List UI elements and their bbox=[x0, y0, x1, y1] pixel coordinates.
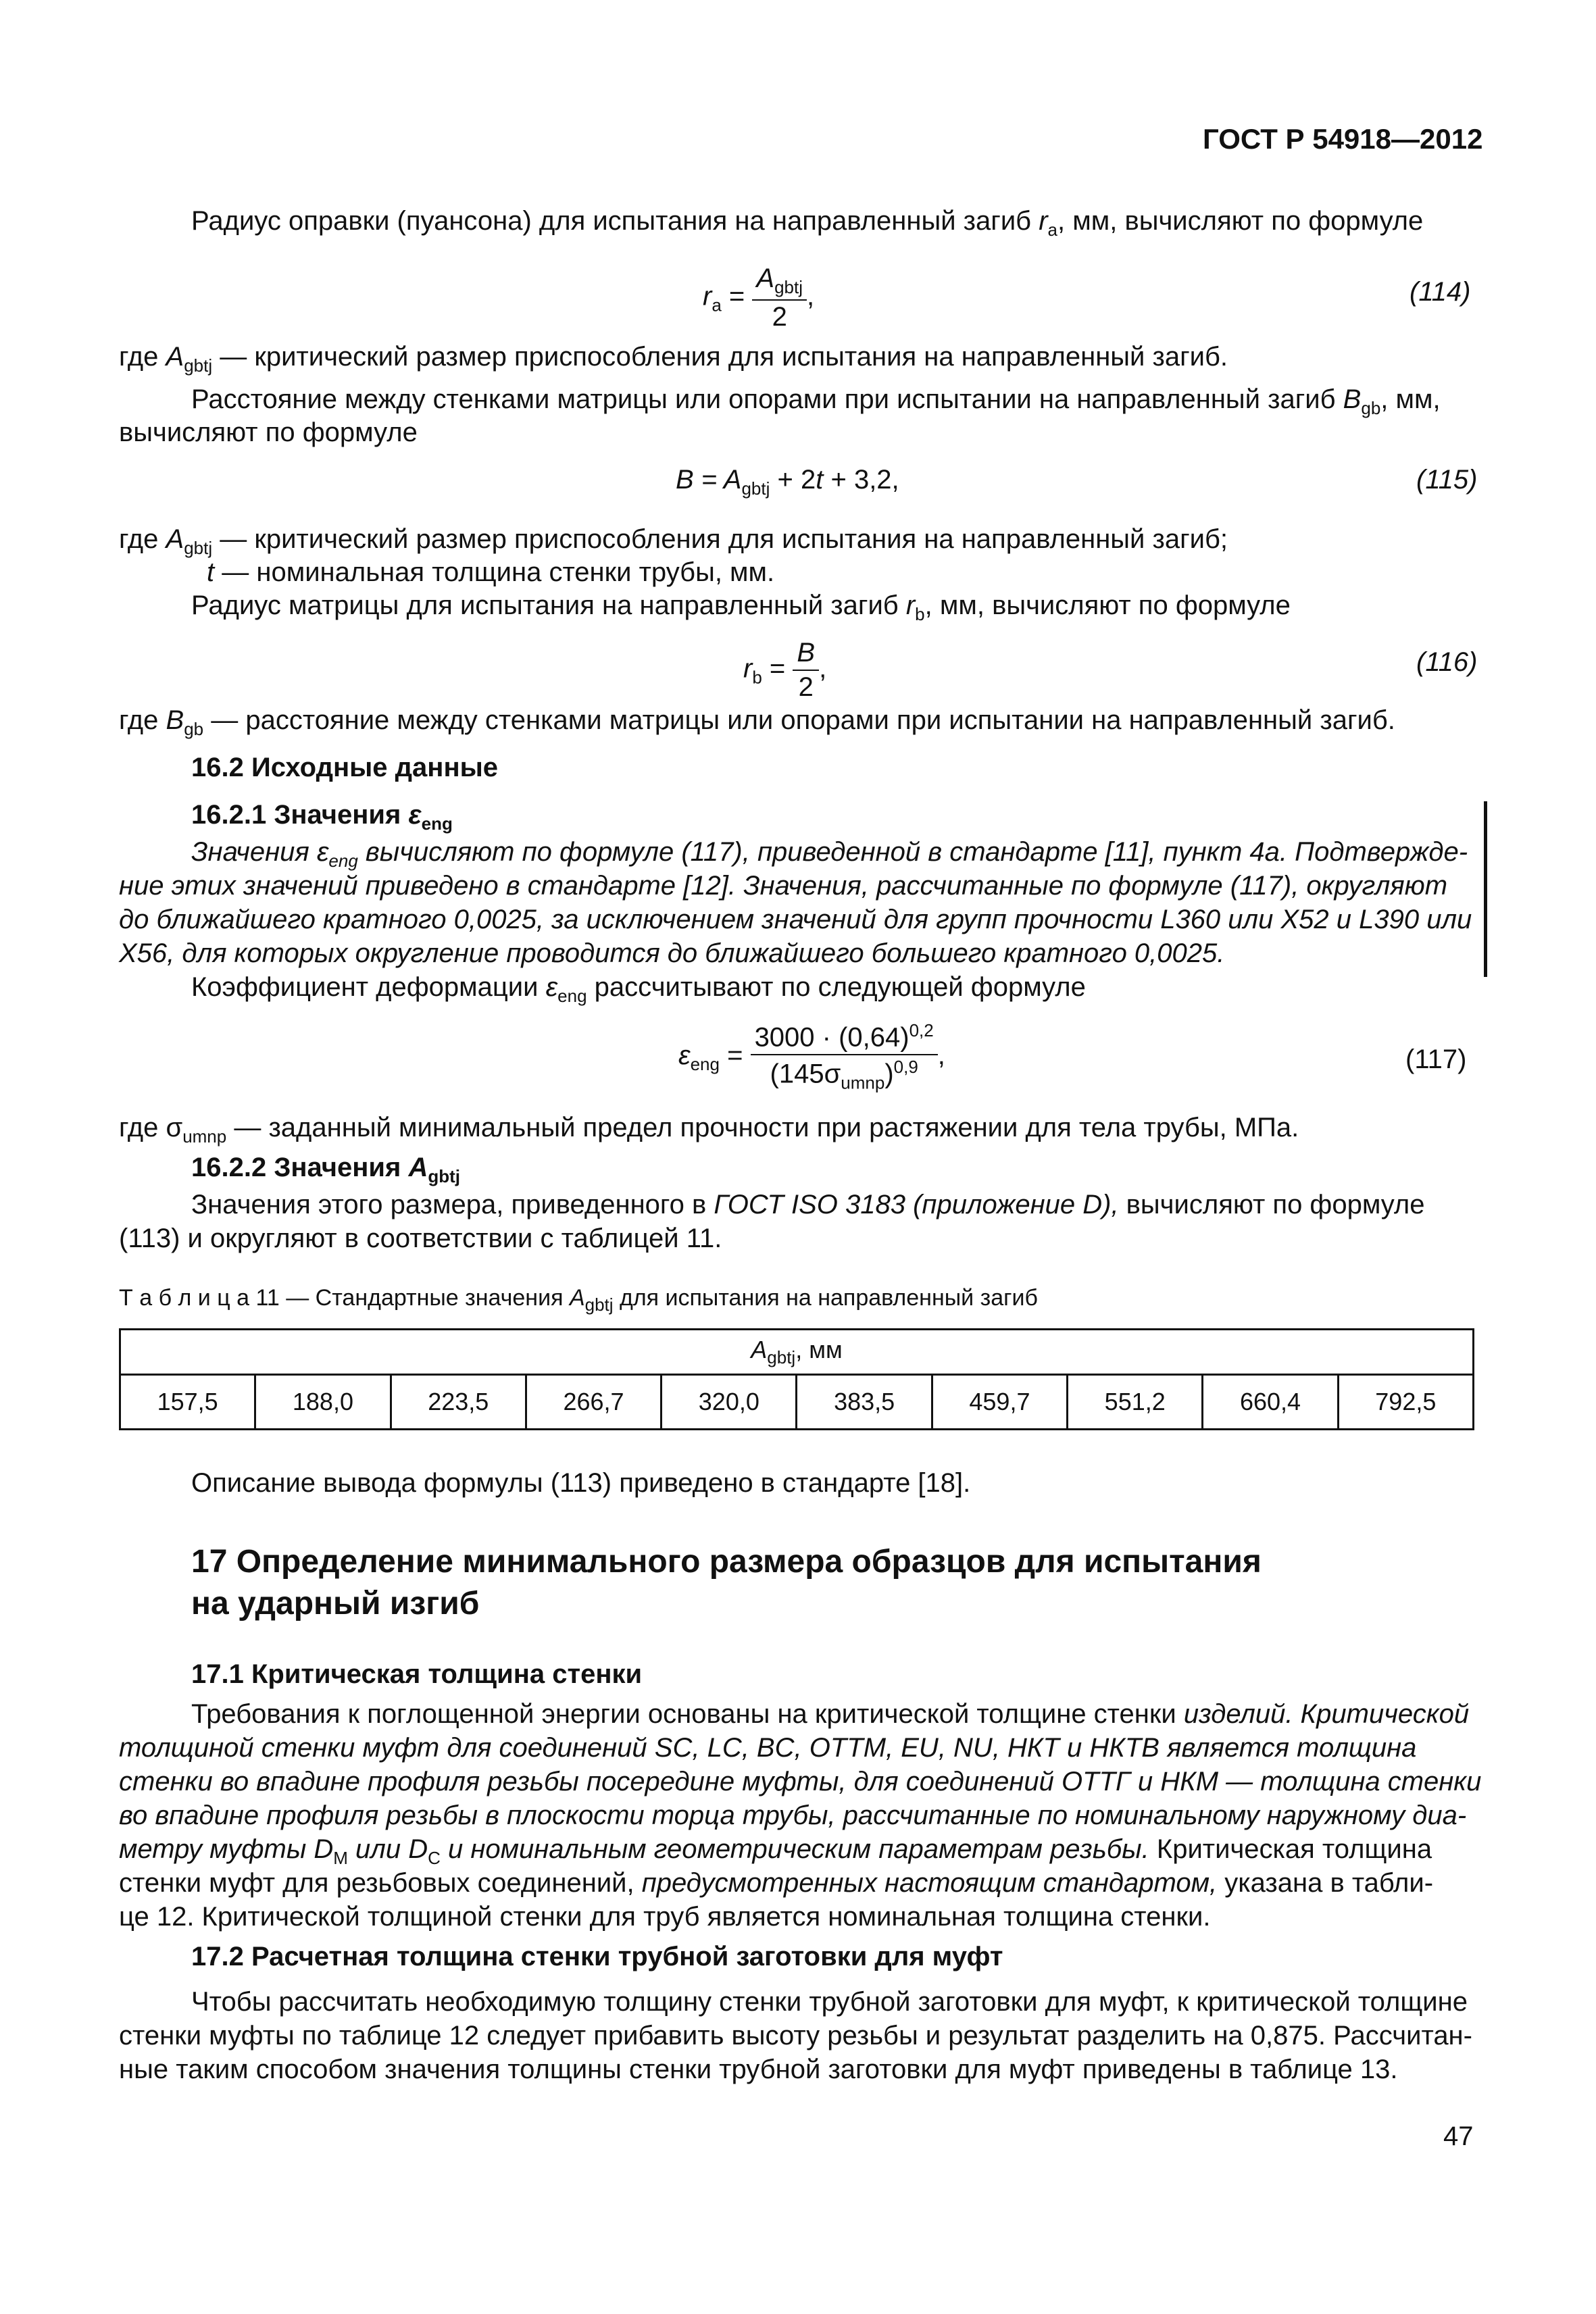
table-cell: 660,4 bbox=[1203, 1375, 1338, 1430]
table-cell: 459,7 bbox=[932, 1375, 1067, 1430]
section-heading-17-1: 17.1 Критическая толщина стенки bbox=[191, 1659, 643, 1689]
italic-paragraph-l3: до ближайшего кратного 0,0025, за исключением значений для групп прочности L360 или X52 и L390 или bbox=[119, 905, 1472, 934]
paragraph-17-1-l3: стенки во впадине профиля резьбы посередине муфты, для соединений ОТТГ и НКМ — толщина стенки bbox=[119, 1767, 1482, 1796]
table-header: $A_{gbtj}$, мм bbox=[120, 1330, 1474, 1375]
paragraph-agbtj-l1: Значения этого размера, приведенного в ГОСТ ISO 3183 (приложение D), вычисляют по формуле bbox=[191, 1190, 1425, 1219]
italic-paragraph-l2: ние этих значений приведено в стандарте [12]. Значения, рассчитанные по формуле (117), округляют bbox=[119, 871, 1448, 901]
where-clause-2b: t — номинальная толщина стенки трубы, мм. bbox=[207, 557, 775, 587]
paragraph-17-1-l5: метру муфты $D_M$ или $D_C$ и номинальным геометрическим параметрам резьбы. Критическая толщина bbox=[119, 1834, 1432, 1868]
section-heading-16-2-2: 16.2.2 Значения $A_{gbtj}$ bbox=[191, 1153, 461, 1186]
table-cell: 383,5 bbox=[797, 1375, 932, 1430]
paragraph-17-2-l3: ные таким способом значения толщины стенки трубной заготовки для муфт приведены в таблице 13. bbox=[119, 2055, 1398, 2084]
section-heading-16-2: 16.2 Исходные данные bbox=[191, 753, 499, 782]
where-clause-2a: где $A_{gbtj}$ — критический размер приспособления для испытания на направленный загиб; bbox=[119, 524, 1228, 558]
table-11-caption: Т а б л и ц а 11 — Стандартные значения $A_{gbtj}$ для испытания на направленный загиб bbox=[119, 1285, 1038, 1315]
change-bar bbox=[1484, 801, 1487, 977]
page-number: 47 bbox=[1443, 2121, 1474, 2151]
table-row bbox=[120, 1375, 1474, 1430]
fraction: $\frac{3000 \cdot (0,64)^{0,2}}{(145\sigma_{umnp})^{0,9}}$ bbox=[751, 1020, 938, 1094]
paragraph-17-1-l1: Требования к поглощенной энергии основаны на критической толщине стенки изделий. Критической bbox=[191, 1699, 1470, 1729]
equation-number-114: (114) bbox=[1410, 277, 1471, 307]
paragraph-17-1-l4: во впадине профиля резьбы в плоскости торца трубы, рассчитанные по номинальному наружному диа- bbox=[119, 1801, 1467, 1830]
coefficient-paragraph: Коэффициент деформации $\varepsilon_{eng}$ рассчитывают по следующей формуле bbox=[191, 972, 1086, 1006]
paragraph-agbtj-l2: (113) и округляют в соответствии с таблицей 11. bbox=[119, 1224, 722, 1253]
table-cell: 188,0 bbox=[255, 1375, 391, 1430]
table-cell: 223,5 bbox=[391, 1375, 526, 1430]
equation-117: $\varepsilon_{eng}$ = $\frac{3000 \cdot (0,64)^{0,2}}{(145\sigma_{umnp})^{0,9}}$ , bbox=[678, 1020, 945, 1093]
paragraph-17-2-l2: стенки муфты по таблице 12 следует прибавить высоту резьбы и результат разделить на 0,875. Рассчитан- bbox=[119, 2021, 1472, 2051]
paragraph-17-1-l7: це 12. Критической толщиной стенки для труб является номинальная толщина стенки. bbox=[119, 1902, 1211, 1932]
paragraph-formula-derivation: Описание вывода формулы (113) приведено в стандарте [18]. bbox=[191, 1468, 971, 1498]
where-clause-1: где $A_{gbtj}$ — критический размер приспособления для испытания на направленный загиб. bbox=[119, 342, 1228, 376]
table-cell: 792,5 bbox=[1338, 1375, 1473, 1430]
section-heading-17-l1: 17 Определение минимального размера образцов для испытания bbox=[191, 1544, 1262, 1580]
paragraph-17-2-l1: Чтобы рассчитать необходимую толщину стенки трубной заготовки для муфт, к критической толщине bbox=[191, 1987, 1468, 2017]
section-heading-17-2: 17.2 Расчетная толщина стенки трубной заготовки для муфт bbox=[191, 1942, 1003, 1971]
equation-114: $r_a$ = $\frac{A_{gbtj}}{2}$ , bbox=[703, 263, 815, 332]
paragraph-matrix-radius: Радиус матрицы для испытания на направленный загиб $r_b$, мм, вычисляют по формуле bbox=[191, 590, 1291, 624]
table-cell: 320,0 bbox=[662, 1375, 797, 1430]
where-clause-4: где $\sigma_{umnp}$ — заданный минимальный предел прочности при растяжении для тела трубы, МПа. bbox=[119, 1113, 1299, 1147]
paragraph-17-1-l2: толщиной стенки муфт для соединений SC, LC, BC, OTTM, EU, NU, НКТ и НКТВ является толщина bbox=[119, 1733, 1417, 1763]
table-11 bbox=[119, 1328, 1474, 1430]
document-header: ГОСТ Р 54918—2012 bbox=[1203, 123, 1483, 155]
fraction: $\frac{A_{gbtj}}{2}$ bbox=[752, 263, 807, 332]
equation-116: $r_b$ = $\frac{B}{2}$ , bbox=[743, 638, 827, 702]
table-cell: 266,7 bbox=[526, 1375, 661, 1430]
section-heading-16-2-1: 16.2.1 Значения $\varepsilon_{eng}$ bbox=[191, 800, 453, 834]
equation-115: $B = A_{gbtj} + 2t + 3,2$, bbox=[676, 465, 899, 499]
fraction: $\frac{B}{2}$ bbox=[793, 638, 819, 703]
equation-number-116: (116) bbox=[1416, 647, 1478, 677]
equation-number-115: (115) bbox=[1416, 465, 1478, 495]
equation-number-117: (117) bbox=[1405, 1045, 1467, 1074]
table-cell: 157,5 bbox=[120, 1375, 255, 1430]
paragraph-mandrel-radius: Радиус оправки (пуансона) для испытания на направленный загиб $r_a$, мм, вычисляют по формуле bbox=[191, 206, 1424, 240]
italic-paragraph-l4: X56, для которых округление проводится до ближайшего большего кратного 0,0025. bbox=[119, 938, 1225, 968]
italic-paragraph-l1: Значения $\varepsilon_{eng}$ вычисляют по формуле (117), приведенной в стандарте [11], пункт 4а. Подтвержде- bbox=[191, 837, 1468, 871]
paragraph-matrix-distance-l1: Расстояние между стенками матрицы или опорами при испытании на направленный загиб $B_{gb}$, мм, bbox=[191, 384, 1441, 418]
paragraph-matrix-distance-l2: вычисляют по формуле bbox=[119, 418, 418, 447]
paragraph-17-1-l6: стенки муфт для резьбовых соединений, предусмотренных настоящим стандартом, указана в табли- bbox=[119, 1868, 1434, 1898]
where-clause-3: где $B_{gb}$ — расстояние между стенками матрицы или опорами при испытании на направленный загиб. bbox=[119, 705, 1395, 739]
table-cell: 551,2 bbox=[1068, 1375, 1203, 1430]
section-heading-17-l2: на ударный изгиб bbox=[191, 1586, 480, 1621]
